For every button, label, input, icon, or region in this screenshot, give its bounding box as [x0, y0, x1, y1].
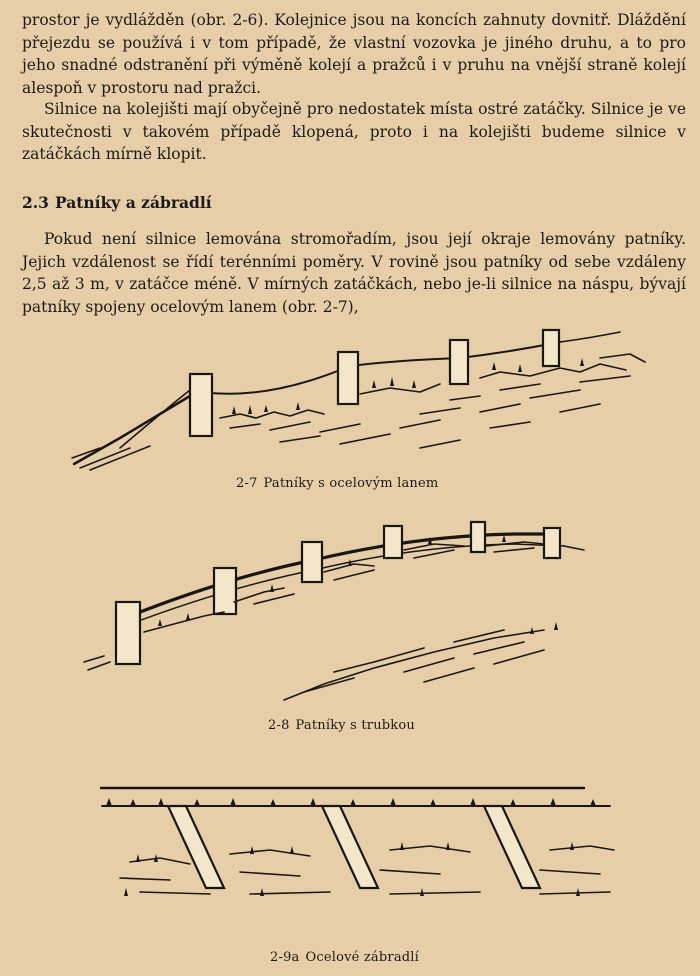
- figure-2-7-illustration: [60, 318, 650, 478]
- paragraph-1: prostor je vydlážděn (obr. 2-6). Kolejnice jsou na koncích zahnuty dovnitř. Dláždění přejezdu se používá i v tom případě, že vlastní vozovka je jiného druhu, a to pro jeho snadné odstranění při výměně kolejí a pražců i v pruhu na vnější straně kolejí alespoň v prostoru nad pražci.: [22, 11, 686, 97]
- paragraph-2: Silnice na kolejišti mají obyčejně pro nedostatek místa ostré zatáčky. Silnice je ve skutečnosti v takovém případě klopená, proto i na kolejišti budeme silnice v zatáčkách mírně klopit.: [22, 100, 686, 163]
- figure-2-7-title: Patníky s ocelovým lanem: [263, 476, 439, 491]
- figure-2-9a-title: Ocelové zábradlí: [305, 950, 420, 965]
- figure-2-7-number: 2-7: [236, 476, 258, 491]
- section-title: Patníky a zábradlí: [54, 193, 212, 212]
- figure-2-8-illustration: [74, 512, 594, 712]
- figure-2-9a-illustration: [100, 784, 620, 914]
- figure-2-9a-caption: [270, 950, 419, 965]
- section-number: 2.3: [22, 193, 49, 212]
- paragraph-3: Pokud není silnice lemována stromořadím, jsou její okraje lemovány patníky. Jejich vzdálenost se řídí terénními poměry. V rovině jsou patníky od sebe vzdáleny 2,5 až 3 m, v zatáčce méně. V mírných zatáčkách, nebo je-li silnice na náspu, bývají patníky spojeny ocelovým lanem (obr. 2-7),: [22, 230, 686, 316]
- figure-2-8-number: 2-8: [268, 718, 290, 733]
- section-heading: [22, 193, 212, 212]
- figure-2-9a-number: 2-9a: [270, 950, 300, 965]
- figure-2-7-caption: [236, 476, 438, 491]
- figure-2-8-caption: [268, 718, 415, 733]
- figure-2-8-title: Patníky s trubkou: [295, 718, 415, 733]
